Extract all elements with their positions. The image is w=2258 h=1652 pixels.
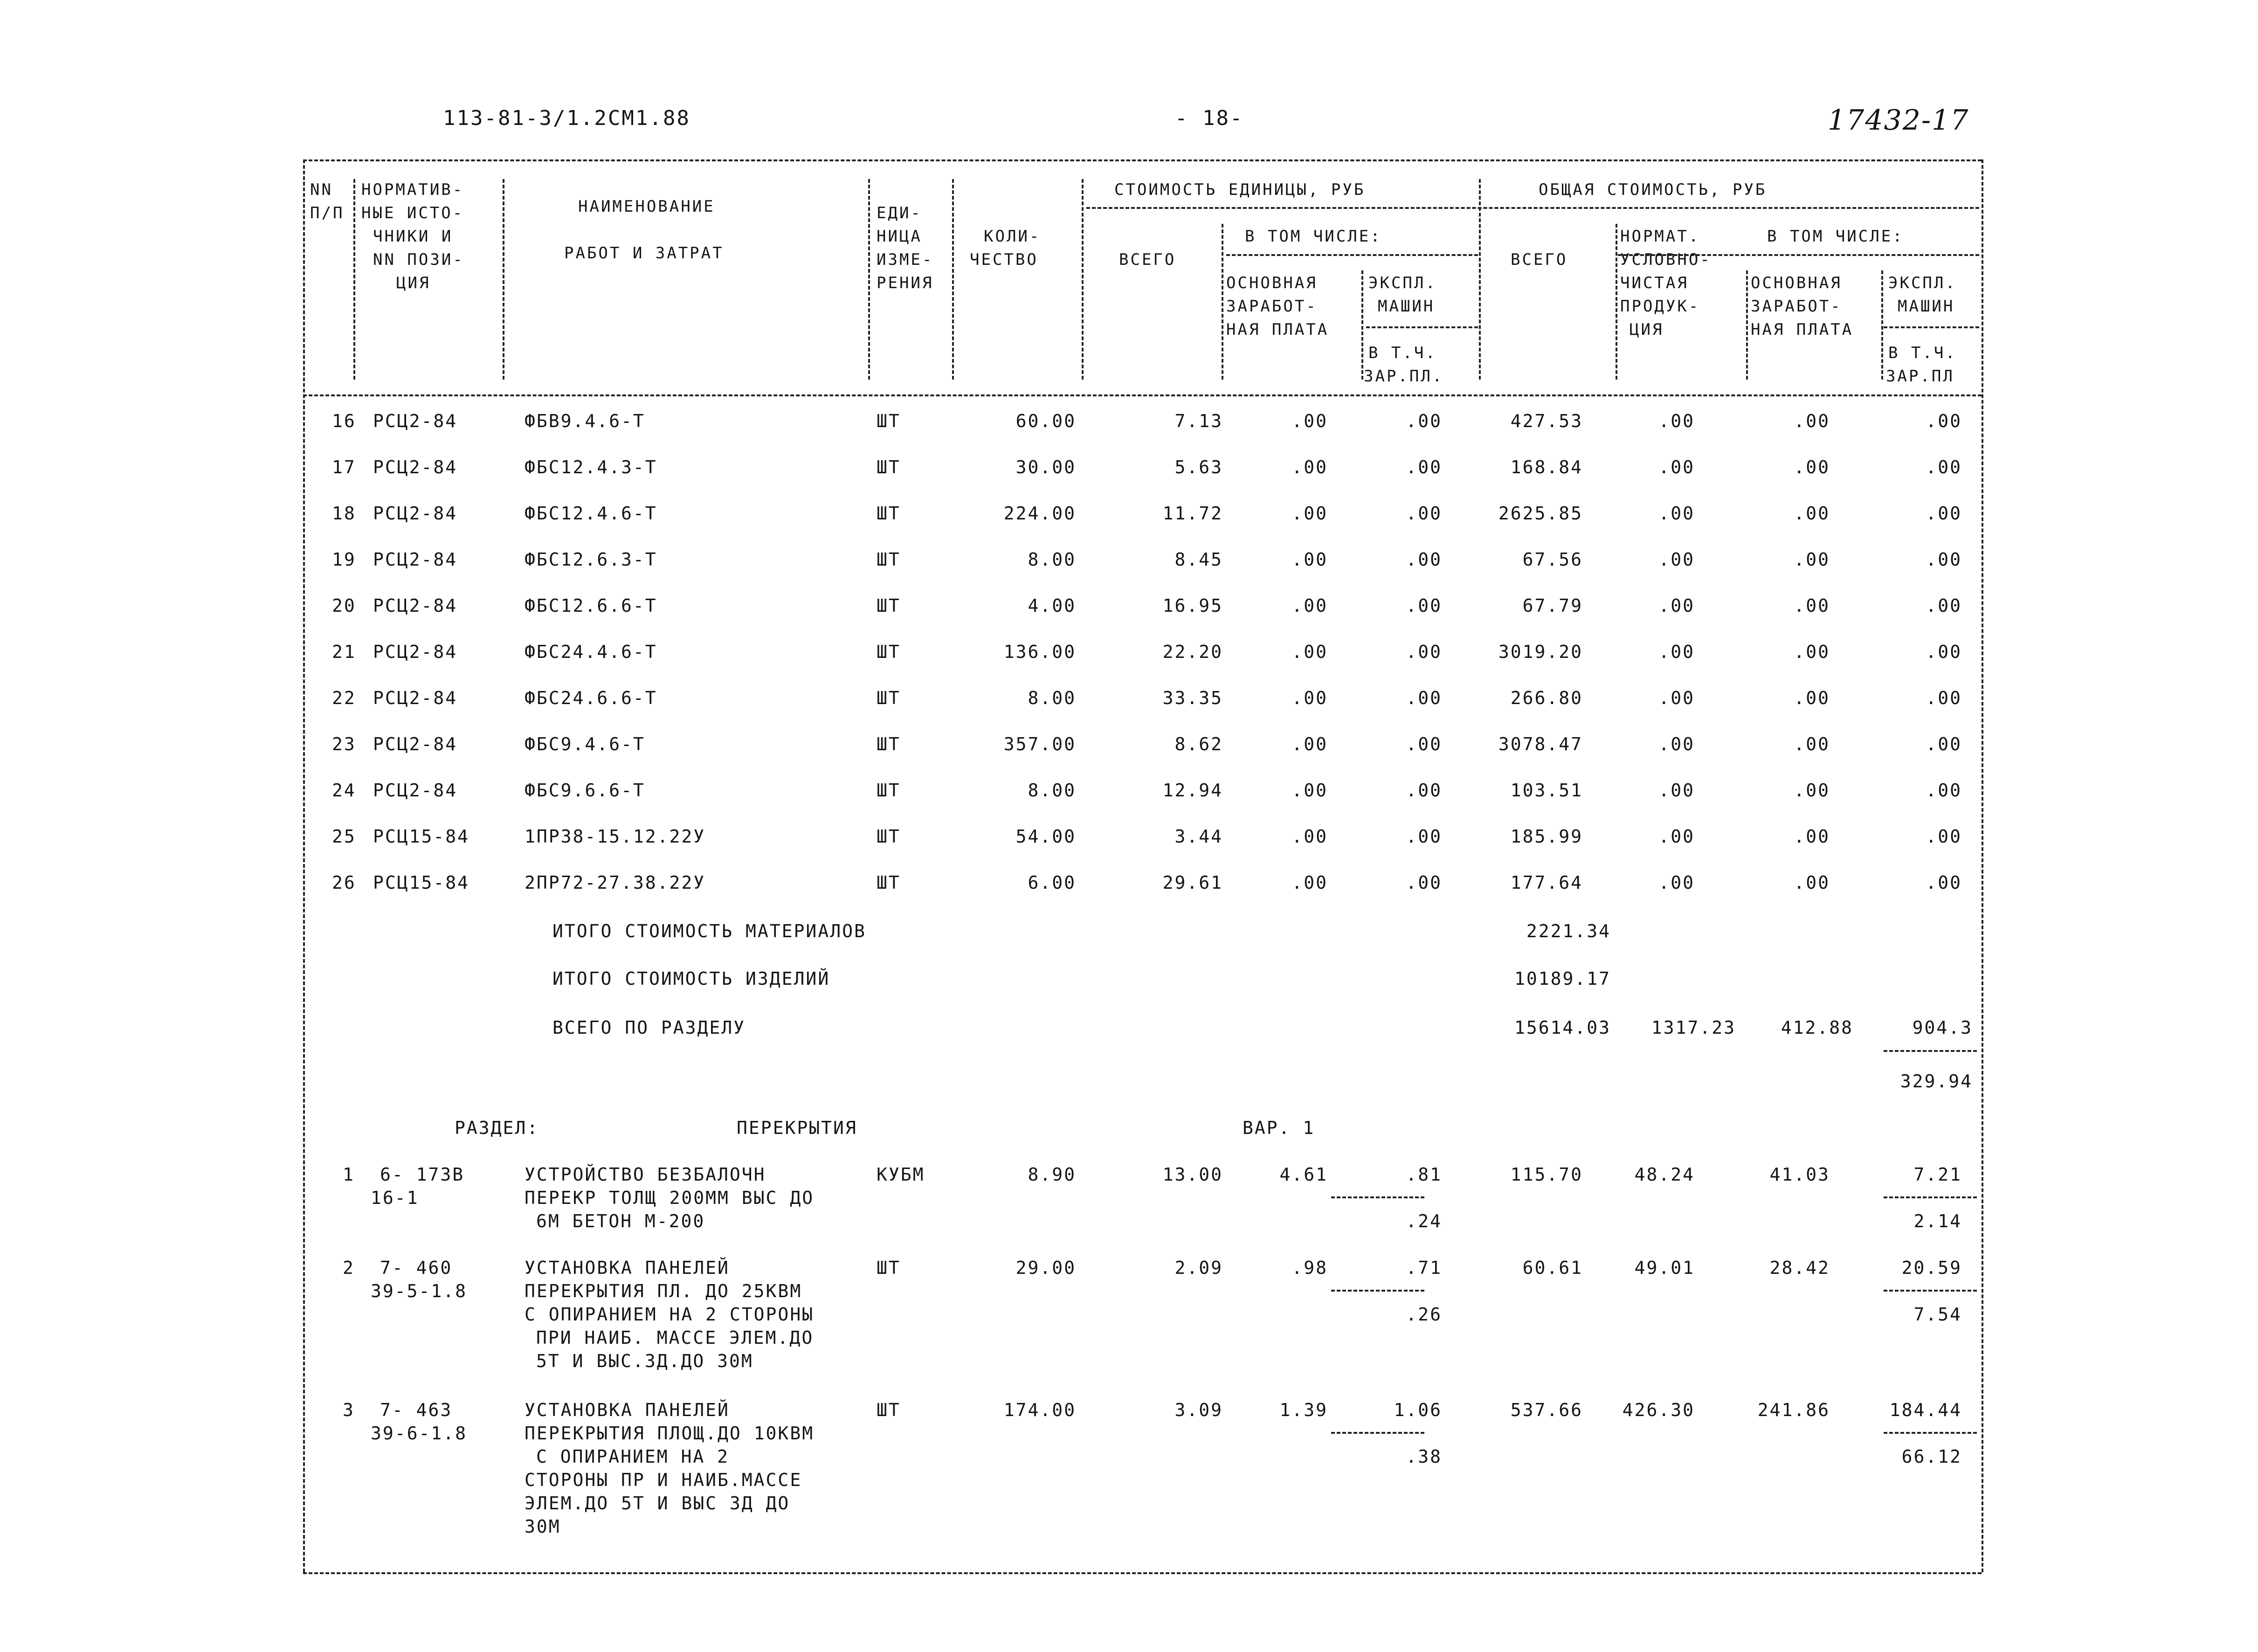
row-unit-total: 33.35 [1162,688,1223,708]
row-total-wage: .00 [1794,734,1830,754]
row-total: 168.84 [1510,457,1583,477]
col-source-1: НОРМАТИВ- [361,180,464,199]
row-source: РСЦ2-84 [373,595,458,616]
work-name-line-5: 5Т И ВЫС.ЗД.ДО 30М [536,1351,753,1371]
row-total-norm: .00 [1658,411,1695,431]
section-total-norm: 1317.23 [1651,1017,1736,1038]
document-number: 17432-17 [1828,104,1969,137]
row-total: 185.99 [1510,826,1583,847]
row-unit-mach: .00 [1406,734,1442,754]
work-source-line-2: 39-5-1.8 [371,1281,468,1301]
work-total-mach: 184.44 [1889,1400,1962,1420]
row-unit: ШТ [877,503,901,524]
row-unit-wage: .00 [1291,503,1328,524]
row-total-wage: .00 [1794,457,1830,477]
row-qty: 8.00 [1028,688,1076,708]
work-total: 537.66 [1510,1400,1583,1420]
row-total-wage: .00 [1794,411,1830,431]
work-name-line-1: УСТРОЙСТВО БЕЗБАЛОЧН [525,1164,766,1185]
row-total: 2625.85 [1498,503,1583,524]
work-number: 3 [343,1400,355,1420]
row-unit: ШТ [877,411,901,431]
row-name: ФБС24.6.6-Т [525,688,657,708]
col-qty-2: ЧЕСТВО [970,250,1038,269]
row-number: 18 [332,503,356,524]
row-unit-mach: .00 [1406,780,1442,801]
work-total-norm: 48.24 [1634,1164,1695,1185]
row-total: 266.80 [1510,688,1583,708]
row-source: РСЦ15-84 [373,826,470,847]
work-total-mach-divider [1884,1196,1977,1198]
row-name: ФБС12.4.3-Т [525,457,657,477]
col-nn-2: П/П [310,204,345,222]
products-total-value: 10189.17 [1514,968,1611,989]
row-total-mach: .00 [1926,411,1962,431]
row-source: РСЦ15-84 [373,872,470,893]
total-incl-wage-2: ЗАР.ПЛ [1886,367,1954,386]
row-unit-mach: .00 [1406,595,1442,616]
row-total-norm: .00 [1658,872,1695,893]
row-number: 24 [332,780,356,801]
work-total: 60.61 [1522,1258,1583,1278]
row-qty: 8.00 [1028,549,1076,570]
row-number: 26 [332,872,356,893]
row-qty: 136.00 [1003,642,1076,662]
work-unit-wage: 1.39 [1279,1400,1328,1420]
row-total-wage: .00 [1794,872,1830,893]
total-basic-wage-3: НАЯ ПЛАТА [1751,320,1854,339]
row-name: ФБС12.4.6-Т [525,503,657,524]
col-qty-1: КОЛИ- [984,227,1041,246]
row-total-mach: .00 [1926,826,1962,847]
row-name: ФБС9.4.6-Т [525,734,645,754]
row-total-norm: .00 [1658,549,1695,570]
row-total: 67.56 [1522,549,1583,570]
row-unit-total: 5.63 [1174,457,1223,477]
unit-cost-heading: СТОИМОСТЬ ЕДИНИЦЫ, РУБ [1114,180,1366,199]
work-qty: 174.00 [1003,1400,1076,1420]
row-qty: 54.00 [1015,826,1076,847]
row-total-mach: .00 [1926,872,1962,893]
work-name-line-3: 6М БЕТОН М-200 [536,1211,705,1231]
row-total-norm: .00 [1658,503,1695,524]
row-qty: 8.00 [1028,780,1076,801]
unit-vsego: ВСЕГО [1119,250,1176,269]
work-name-line-4: СТОРОНЫ ПР И НАИБ.МАССЕ [525,1470,802,1490]
row-unit-wage: .00 [1291,457,1328,477]
total-in-that-number: В ТОМ ЧИСЛЕ: [1767,227,1904,246]
row-name: 1ПР38-15.12.22У [525,826,706,847]
section-total-mach: 904.3 [1912,1017,1973,1038]
row-number: 23 [332,734,356,754]
work-unit: ШТ [877,1258,901,1278]
work-source-line-1: 6- 173В [380,1164,465,1185]
section-name: ПЕРЕКРЫТИЯ [737,1118,857,1138]
total-machine-ops-1: ЭКСПЛ. [1888,274,1957,292]
col-nn-1: NN [310,180,333,199]
row-total-norm: .00 [1658,457,1695,477]
total-basic-wage-2: ЗАРАБОТ- [1751,297,1842,316]
row-unit-wage: .00 [1291,411,1328,431]
row-total-wage: .00 [1794,826,1830,847]
col-source-4: NN ПОЗИ- [373,250,464,269]
total-normative-2: УСЛОВНО- [1620,250,1712,269]
row-total-mach: .00 [1926,457,1962,477]
row-total-wage: .00 [1794,503,1830,524]
row-total-norm: .00 [1658,642,1695,662]
row-unit-wage: .00 [1291,872,1328,893]
work-total-wage: 241.86 [1757,1400,1830,1420]
work-number: 1 [343,1164,355,1185]
work-unit-total: 13.00 [1162,1164,1223,1185]
row-total-mach: .00 [1926,734,1962,754]
row-unit-wage: .00 [1291,549,1328,570]
row-unit-total: 8.45 [1174,549,1223,570]
row-number: 19 [332,549,356,570]
products-total-label: ИТОГО СТОИМОСТЬ ИЗДЕЛИЙ [552,968,830,989]
row-unit: ШТ [877,826,901,847]
row-unit-wage: .00 [1291,826,1328,847]
row-total: 177.64 [1510,872,1583,893]
work-unit-wage: 4.61 [1279,1164,1328,1185]
unit-incl-wage-1: В Т.Ч. [1368,344,1437,362]
section-mach-divider [1884,1050,1977,1052]
work-unit-total: 2.09 [1174,1258,1223,1278]
row-unit: ШТ [877,734,901,754]
work-unit-mach-wage: .24 [1406,1211,1442,1231]
work-source-line-1: 7- 463 [380,1400,453,1420]
row-total-norm: .00 [1658,826,1695,847]
row-unit-mach: .00 [1406,872,1442,893]
project-code: 113-81-3/1.2СМ1.88 [443,106,691,130]
work-name-line-2: ПЕРЕКР ТОЛЩ 200ММ ВЫС ДО [525,1188,815,1208]
col-source-5: ЦИЯ [396,274,431,292]
row-unit-total: 11.72 [1162,503,1223,524]
work-unit-mach-wage: .26 [1406,1304,1442,1325]
work-number: 2 [343,1258,355,1278]
col-unit-3: ИЗМЕ- [877,250,934,269]
row-unit-total: 8.62 [1174,734,1223,754]
row-unit-total: 12.94 [1162,780,1223,801]
row-total-mach: .00 [1926,549,1962,570]
row-total-mach: .00 [1926,503,1962,524]
materials-total-label: ИТОГО СТОИМОСТЬ МАТЕРИАЛОВ [552,921,866,941]
unit-basic-wage-2: ЗАРАБОТ- [1226,297,1318,316]
unit-incl-wage-2: ЗАР.ПЛ. [1364,367,1444,386]
work-total-mach-wage: 66.12 [1901,1446,1962,1467]
work-unit-mach-divider [1331,1432,1424,1434]
section-total-mach-wage: 329.94 [1900,1071,1973,1092]
row-unit: ШТ [877,642,901,662]
total-normative-5: ЦИЯ [1630,320,1664,339]
row-total-wage: .00 [1794,780,1830,801]
work-unit-wage: .98 [1291,1258,1328,1278]
work-name-line-2: ПЕРЕКРЫТИЯ ПЛОЩ.ДО 10КВМ [525,1423,815,1444]
work-name-line-1: УСТАНОВКА ПАНЕЛЕЙ [525,1258,730,1278]
row-unit-total: 22.20 [1162,642,1223,662]
row-unit: ШТ [877,688,901,708]
row-qty: 6.00 [1028,872,1076,893]
row-unit-mach: .00 [1406,457,1442,477]
col-name-2: РАБОТ И ЗАТРАТ [564,244,724,263]
work-name-line-3: С ОПИРАНИЕМ НА 2 [536,1446,730,1467]
row-total-mach: .00 [1926,688,1962,708]
row-source: РСЦ2-84 [373,642,458,662]
row-number: 25 [332,826,356,847]
col-source-3: ЧНИКИ И [373,227,453,246]
row-source: РСЦ2-84 [373,549,458,570]
work-unit-total: 3.09 [1174,1400,1223,1420]
work-unit-mach-divider [1331,1290,1424,1292]
section-total-label: ВСЕГО ПО РАЗДЕЛУ [552,1017,746,1038]
row-total: 67.79 [1522,595,1583,616]
row-total-wage: .00 [1794,595,1830,616]
total-cost-heading: ОБЩАЯ СТОИМОСТЬ, РУБ [1539,180,1767,199]
row-number: 21 [332,642,356,662]
page-number: - 18- [1175,106,1244,130]
work-qty: 29.00 [1015,1258,1076,1278]
row-total: 103.51 [1510,780,1583,801]
col-unit-4: РЕНИЯ [877,274,934,292]
row-unit-wage: .00 [1291,734,1328,754]
work-unit: КУБМ [877,1164,925,1185]
section-total-wage: 412.88 [1781,1017,1853,1038]
row-unit-mach: .00 [1406,642,1442,662]
row-unit-wage: .00 [1291,780,1328,801]
row-total: 3019.20 [1498,642,1583,662]
total-normative-4: ПРОДУК- [1620,297,1700,316]
col-unit-2: НИЦА [877,227,922,246]
work-name-line-2: ПЕРЕКРЫТИЯ ПЛ. ДО 25КВМ [525,1281,802,1301]
section-label: РАЗДЕЛ: [455,1118,539,1138]
row-name: 2ПР72-27.38.22У [525,872,706,893]
work-unit-mach-wage: .38 [1406,1446,1442,1467]
row-number: 20 [332,595,356,616]
work-total-mach-wage: 2.14 [1913,1211,1962,1231]
materials-total-value: 2221.34 [1526,921,1611,941]
row-qty: 224.00 [1003,503,1076,524]
row-unit: ШТ [877,549,901,570]
row-total-mach: .00 [1926,595,1962,616]
row-total-mach: .00 [1926,780,1962,801]
work-name-line-5: ЭЛЕМ.ДО 5Т И ВЫС ЗД ДО [525,1493,790,1514]
work-total-mach: 20.59 [1901,1258,1962,1278]
row-unit-mach: .00 [1406,503,1442,524]
work-name-line-3: С ОПИРАНИЕМ НА 2 СТОРОНЫ [525,1304,815,1325]
row-total-mach: .00 [1926,642,1962,662]
row-total-norm: .00 [1658,734,1695,754]
row-unit-total: 7.13 [1174,411,1223,431]
row-unit-mach: .00 [1406,688,1442,708]
row-source: РСЦ2-84 [373,411,458,431]
unit-basic-wage-3: НАЯ ПЛАТА [1226,320,1329,339]
work-unit-mach-divider [1331,1196,1424,1198]
row-source: РСЦ2-84 [373,688,458,708]
row-qty: 4.00 [1028,595,1076,616]
row-name: ФБС12.6.3-Т [525,549,657,570]
work-unit-mach: .71 [1406,1258,1442,1278]
work-total-norm: 49.01 [1634,1258,1695,1278]
work-total-mach: 7.21 [1913,1164,1962,1185]
row-total-wage: .00 [1794,688,1830,708]
work-name-line-6: 30М [525,1516,561,1537]
row-total: 427.53 [1510,411,1583,431]
row-qty: 30.00 [1015,457,1076,477]
row-unit-mach: .00 [1406,826,1442,847]
work-unit: ШТ [877,1400,901,1420]
row-name: ФБС24.4.6-Т [525,642,657,662]
row-source: РСЦ2-84 [373,457,458,477]
col-unit-1: ЕДИ- [877,204,922,222]
unit-machine-ops-1: ЭКСПЛ. [1368,274,1437,292]
work-unit-mach: .81 [1406,1164,1442,1185]
row-number: 22 [332,688,356,708]
row-name: ФБС9.6.6-Т [525,780,645,801]
row-unit-wage: .00 [1291,595,1328,616]
row-total-wage: .00 [1794,642,1830,662]
unit-basic-wage-1: ОСНОВНАЯ [1226,274,1318,292]
work-total-mach-divider [1884,1290,1977,1292]
work-total-wage: 28.42 [1769,1258,1830,1278]
row-unit: ШТ [877,595,901,616]
section-variant: ВАР. 1 [1243,1118,1315,1138]
row-source: РСЦ2-84 [373,503,458,524]
row-source: РСЦ2-84 [373,780,458,801]
work-unit-mach: 1.06 [1394,1400,1442,1420]
row-unit-wage: .00 [1291,688,1328,708]
row-name: ФБС12.6.6-Т [525,595,657,616]
work-total-mach-divider [1884,1432,1977,1434]
row-qty: 60.00 [1015,411,1076,431]
row-total-wage: .00 [1794,549,1830,570]
total-normative-1: НОРМАТ. [1620,227,1700,246]
row-unit: ШТ [877,780,901,801]
total-vsego: ВСЕГО [1511,250,1568,269]
row-unit-total: 29.61 [1162,872,1223,893]
work-name-line-4: ПРИ НАИБ. МАССЕ ЭЛЕМ.ДО [536,1327,814,1348]
work-source-line-2: 39-6-1.8 [371,1423,468,1444]
total-basic-wage-1: ОСНОВНАЯ [1751,274,1842,292]
total-normative-3: ЧИСТАЯ [1620,274,1689,292]
work-source-line-1: 7- 460 [380,1258,453,1278]
work-source-line-2: 16-1 [371,1188,419,1208]
row-unit: ШТ [877,872,901,893]
row-total-norm: .00 [1658,780,1695,801]
total-incl-wage-1: В Т.Ч. [1888,344,1957,362]
row-unit-total: 16.95 [1162,595,1223,616]
work-total-norm: 426.30 [1622,1400,1695,1420]
row-total-norm: .00 [1658,688,1695,708]
section-total-value: 15614.03 [1514,1017,1611,1038]
unit-in-that-number: В ТОМ ЧИСЛЕ: [1245,227,1382,246]
work-total-mach-wage: 7.54 [1913,1304,1962,1325]
row-source: РСЦ2-84 [373,734,458,754]
row-unit: ШТ [877,457,901,477]
col-name-1: НАИМЕНОВАНИЕ [578,197,715,216]
row-name: ФБВ9.4.6-Т [525,411,645,431]
unit-machine-ops-2: МАШИН [1378,297,1435,316]
row-total: 3078.47 [1498,734,1583,754]
row-unit-mach: .00 [1406,411,1442,431]
row-qty: 357.00 [1003,734,1076,754]
row-unit-mach: .00 [1406,549,1442,570]
col-source-2: НЫЕ ИСТО- [361,204,464,222]
work-qty: 8.90 [1028,1164,1076,1185]
work-name-line-1: УСТАНОВКА ПАНЕЛЕЙ [525,1400,730,1420]
row-number: 16 [332,411,356,431]
row-unit-total: 3.44 [1174,826,1223,847]
row-unit-wage: .00 [1291,642,1328,662]
work-total-wage: 41.03 [1769,1164,1830,1185]
total-machine-ops-2: МАШИН [1898,297,1955,316]
row-total-norm: .00 [1658,595,1695,616]
row-number: 17 [332,457,356,477]
work-total: 115.70 [1510,1164,1583,1185]
